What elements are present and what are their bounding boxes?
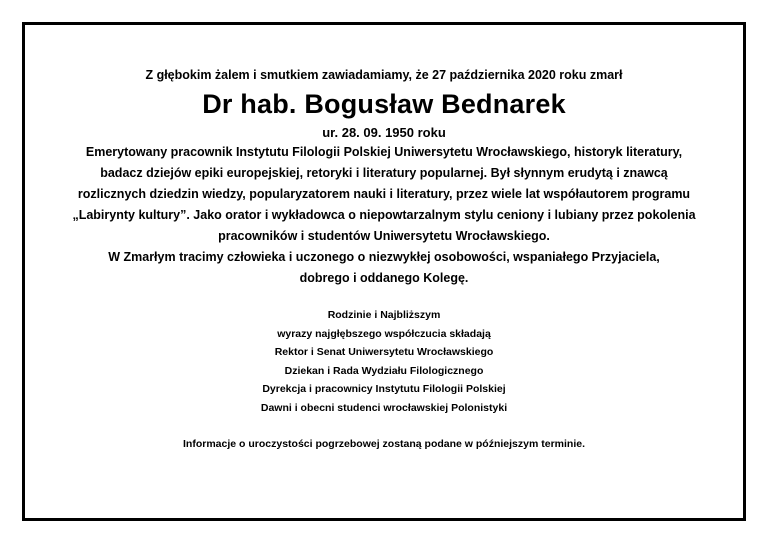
birth-date: ur. 28. 09. 1950 roku bbox=[322, 125, 446, 140]
condolence-line: wyrazy najgłębszego współczucia składają bbox=[277, 327, 491, 340]
condolence-line: Dziekan i Rada Wydziału Filologicznego bbox=[284, 364, 484, 377]
deceased-name: Dr hab. Bogusław Bednarek bbox=[202, 89, 566, 119]
biography bbox=[25, 142, 743, 289]
condolence-line: Rektor i Senat Uniwersytetu Wrocławskiego bbox=[274, 346, 494, 359]
obituary-border-frame bbox=[22, 22, 746, 521]
biography-line: dobrego i oddanego Kolegę. bbox=[299, 271, 469, 285]
condolence-line: Dyrekcja i pracownicy Instytutu Filologii Polskiej bbox=[262, 383, 506, 396]
biography-line: badacz dziejów epiki europejskiej, retoryki i literatury popularnej. Był słynnym erudytą i znawcą bbox=[100, 166, 668, 180]
condolence-line: Dawni i obecni studenci wrocławskiej Polonistyki bbox=[260, 401, 508, 414]
intro-line: Z głębokim żalem i smutkiem zawiadamiamy, że 27 października 2020 roku zmarł bbox=[145, 68, 623, 82]
condolences-block bbox=[25, 306, 743, 418]
funeral-info-note: Informacje o uroczystości pogrzebowej zostaną podane w późniejszym terminie. bbox=[183, 437, 585, 450]
biography-line: rozlicznych dziedzin wiedzy, popularyzatorem nauki i literatury, przez wiele lat współautorem programu bbox=[77, 187, 691, 201]
biography-line: Emerytowany pracownik Instytutu Filologii Polskiej Uniwersytetu Wrocławskiego, historyk literatury, bbox=[85, 145, 683, 159]
obituary-content bbox=[25, 67, 743, 452]
biography-line: W Zmarłym tracimy człowieka i uczonego o niezwykłej osobowości, wspaniałego Przyjaciela, bbox=[108, 250, 660, 264]
biography-line: pracowników i studentów Uniwersytetu Wrocławskiego. bbox=[218, 229, 550, 243]
condolence-line: Rodzinie i Najbliższym bbox=[327, 309, 441, 321]
biography-line: „Labirynty kultury”. Jako orator i wykładowca o niepowtarzalnym stylu ceniony i lubiany przez pokolenia bbox=[72, 208, 696, 222]
